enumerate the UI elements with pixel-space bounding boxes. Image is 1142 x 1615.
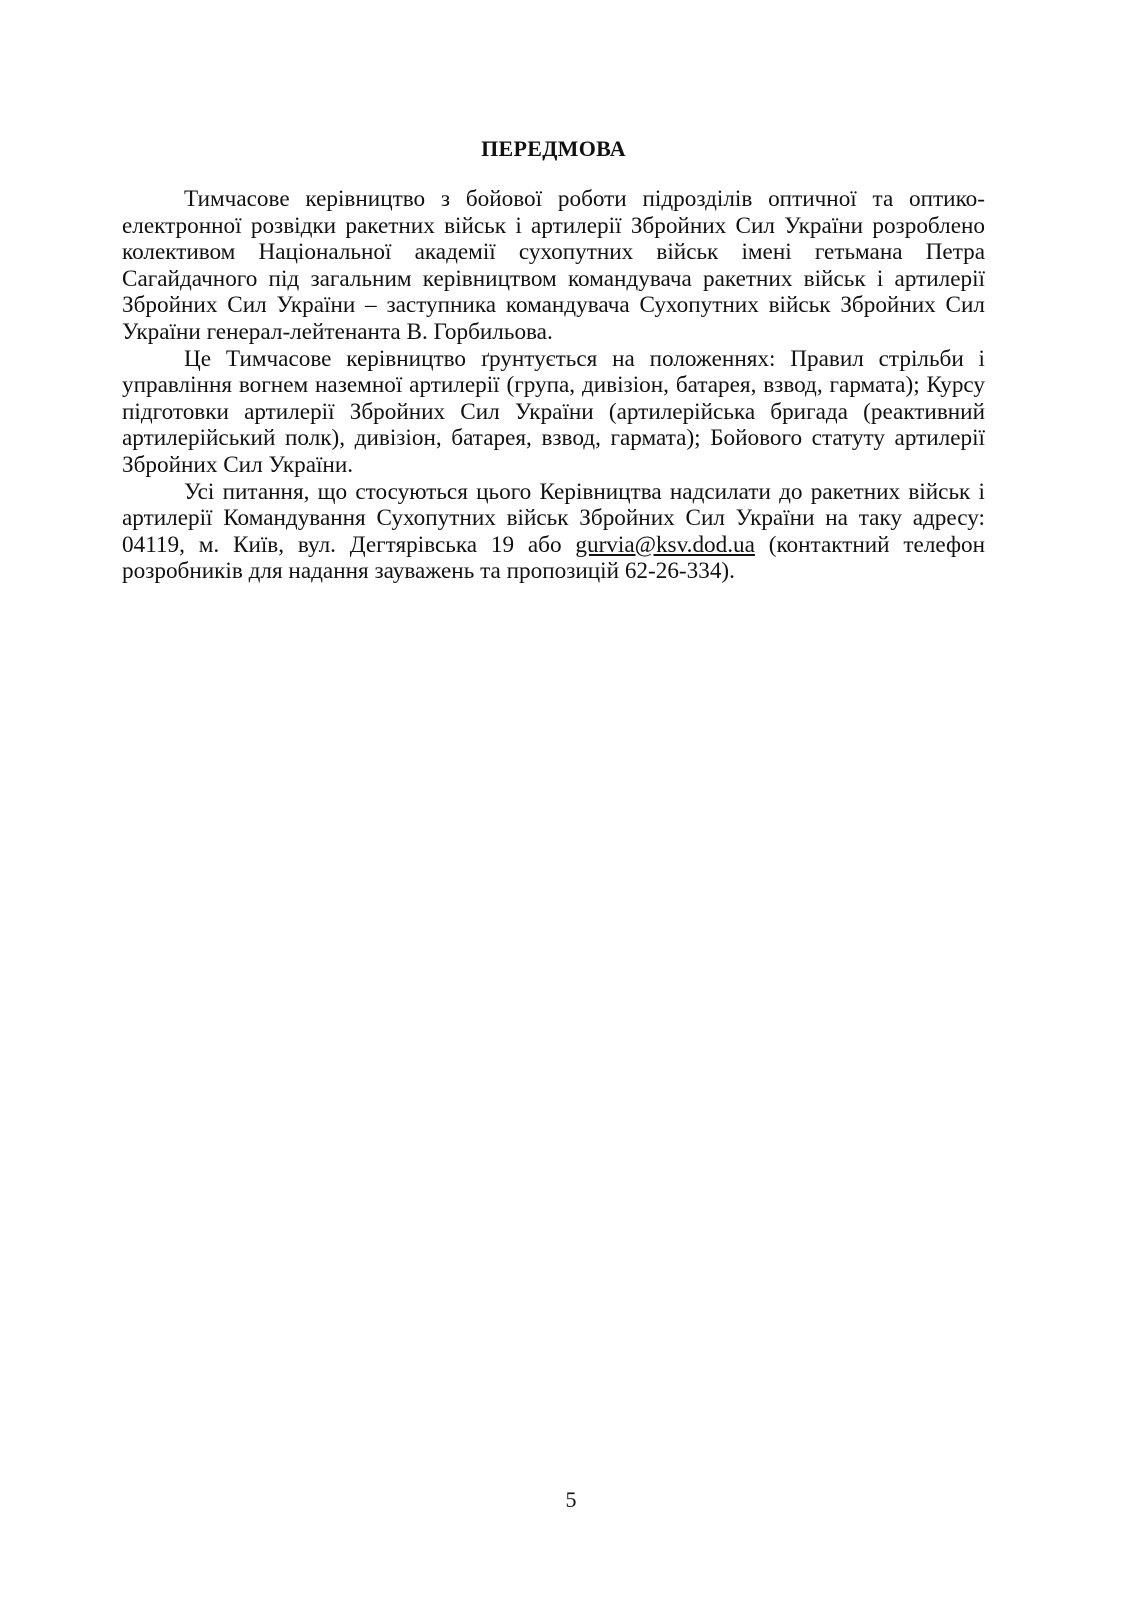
contacts-text-after: (контактний телефон розробників для надання зауважень та пропозицій 62-26-334). [122, 531, 985, 585]
paragraph-authorship: Тимчасове керівництво з бойової роботи підрозділів оптичної та оптико-електронної розвідки ракетних військ і артилерії Збройних Сил України розроблено колективом Національної академії сухопутних військ імені гетьмана Петра Сагайдачного під загальним керівництвом командувача ракетних військ і артилерії Збройних Сил України – заступника командувача Сухопутних військ Збройних Сил України генерал-лейтенанта В. Горбильова. [122, 186, 985, 345]
paragraph-contacts [122, 479, 985, 585]
document-body [122, 186, 985, 585]
email-link[interactable]: gurvia@ksv.dod.ua [575, 531, 755, 558]
paragraph-basis: Це Тимчасове керівництво ґрунтується на положеннях: Правил стрільби і управління вогнем наземної артилерії (група, дивізіон, батарея, взвод, гармата); Курсу підготовки артилерії Збройних Сил України (артилерійська бригада (реактивний артилерійський полк), дивізіон, батарея, взвод, гармата); Бойового статуту артилерії Збройних Сил України. [122, 345, 985, 478]
page-title: ПЕРЕДМОВА [481, 136, 626, 161]
page-number: 5 [565, 1487, 577, 1512]
contacts-text-before: Усі питання, що стосуються цього Керівництва надсилати до ракетних військ і артилерії Командування Сухопутних військ Збройних Сил України на таку адресу: 04119, м. Київ, вул. Дегтярівська 19 або [122, 478, 985, 558]
